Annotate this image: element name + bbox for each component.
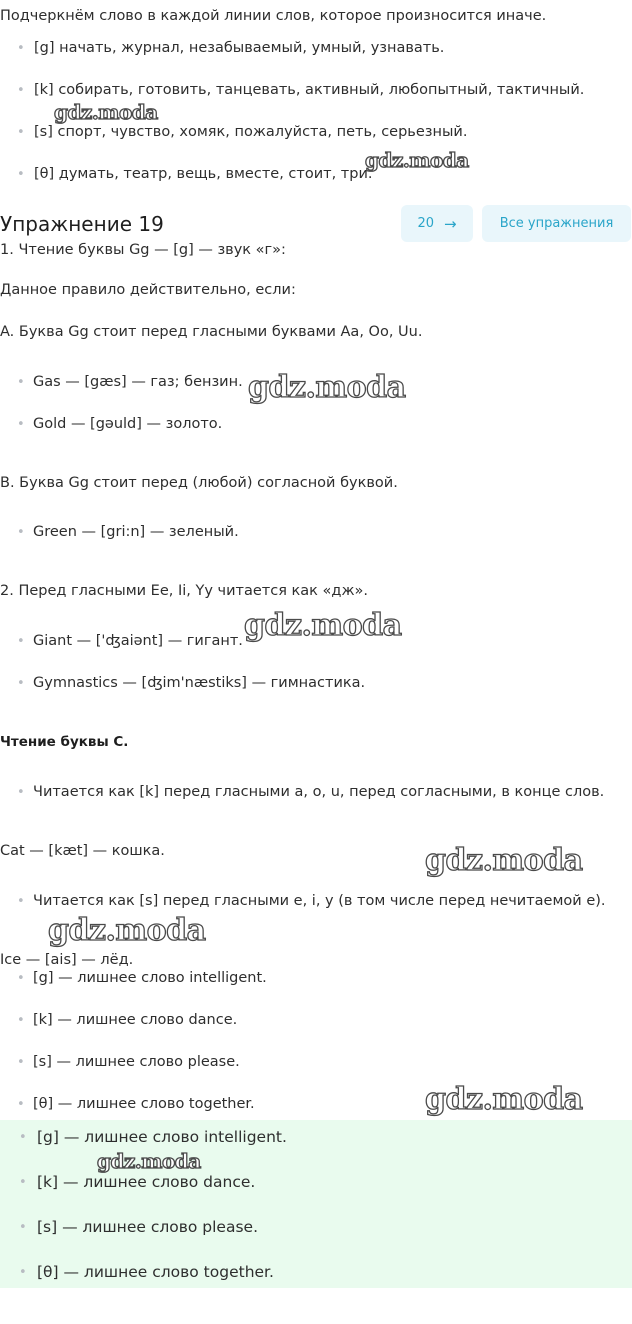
example-cat: Cat — [kæt] — кошка. [0, 843, 165, 859]
all-exercises-button[interactable]: Все упражнения [482, 205, 631, 242]
answer-item: [g] — лишнее слово intelligent. [33, 970, 267, 986]
watermark-logo: gdz.moda [97, 1149, 201, 1173]
answer-item-highlight: [θ] — лишнее слово together. [37, 1263, 274, 1281]
exercise-title: Упражнение 19 [0, 212, 164, 236]
answer-item-highlight: [s] — лишнее слово please. [37, 1218, 258, 1236]
bullet: • [17, 525, 25, 540]
bullet: • [17, 83, 25, 98]
list-item: Gymnastics — [ʤim'næstiks] — гимнастика. [33, 675, 366, 691]
list-item: [θ] думать, театр, вещь, вместе, стоит, три. [34, 166, 373, 182]
bullet: • [19, 1175, 27, 1190]
section-title-c: Чтение буквы С. [0, 734, 129, 750]
answer-item: [k] — лишнее слово dance. [33, 1012, 238, 1028]
bullet: • [17, 167, 25, 182]
list-item: [g] начать, журнал, незабываемый, умный, узнавать. [34, 40, 445, 56]
watermark-logo: gdz.moda [425, 1082, 583, 1117]
watermark-logo: gdz.moda [48, 913, 206, 948]
watermark-logo: gdz.moda [248, 370, 406, 405]
list-item: [s] спорт, чувство, хомяк, пожалуйста, петь, серьезный. [34, 124, 468, 140]
bullet: • [17, 785, 25, 800]
rule-b: B. Буква Gg стоит перед (любой) согласной буквой. [0, 475, 398, 491]
bullet: • [17, 634, 25, 649]
list-item: Читается как [k] перед гласными a, o, u, перед согласными, в конце слов. [33, 784, 605, 800]
bullet: • [17, 417, 25, 432]
rule-condition: Данное правило действительно, если: [0, 282, 296, 298]
bullet: • [17, 375, 25, 390]
bullet: • [19, 1220, 27, 1235]
list-item: Green — [gri:n] — зеленый. [33, 524, 239, 540]
answer-item-highlight: [g] — лишнее слово intelligent. [37, 1128, 287, 1146]
next-exercise-label: 20 [417, 216, 434, 231]
clipped-text-line [0, 952, 134, 968]
list-item: Читается как [s] перед гласными e, i, y (в том числе перед нечитаемой e). [33, 893, 606, 909]
bullet: • [17, 1055, 25, 1070]
watermark-logo: gdz.moda [244, 608, 402, 643]
clipped-text: 1. Чтение буквы Gg — [g] — звук «г»: [0, 242, 286, 258]
answer-item: [θ] — лишнее слово together. [33, 1096, 255, 1112]
bullet: • [17, 971, 25, 986]
bullet: • [19, 1130, 27, 1145]
watermark-logo: gdz.moda [54, 100, 158, 124]
clipped-text-line [0, 242, 286, 261]
bullet: • [17, 1013, 25, 1028]
bullet: • [17, 1097, 25, 1112]
next-exercise-button[interactable] [401, 205, 473, 242]
answer-item: [s] — лишнее слово please. [33, 1054, 240, 1070]
rule-a: A. Буква Gg стоит перед гласными буквами Aa, Oo, Uu. [0, 324, 423, 340]
watermark-logo: gdz.moda [365, 148, 469, 172]
list-item: Gold — [gəuld] — золото. [33, 416, 223, 432]
bullet: • [17, 894, 25, 909]
clipped-text: Ice — [ais] — лёд. [0, 952, 134, 968]
list-item: [k] собирать, готовить, танцевать, активный, любопытный, тактичный. [34, 82, 585, 98]
rule-two: 2. Перед гласными Ee, Ii, Yy читается как «дж». [0, 583, 368, 599]
list-item: Gas — [gæs] — газ; бензин. [33, 374, 243, 390]
bullet: • [17, 676, 25, 691]
list-item: Giant — ['ʤaiənt] — гигант. [33, 633, 243, 649]
bullet: • [17, 125, 25, 140]
arrow-right-icon: → [443, 214, 457, 233]
intro-text: Подчеркнём слово в каждой линии слов, которое произносится иначе. [0, 8, 547, 24]
bullet: • [19, 1265, 27, 1280]
bullet: • [17, 41, 25, 56]
watermark-logo: gdz.moda [425, 843, 583, 878]
answer-item-highlight: [k] — лишнее слово dance. [37, 1173, 256, 1191]
